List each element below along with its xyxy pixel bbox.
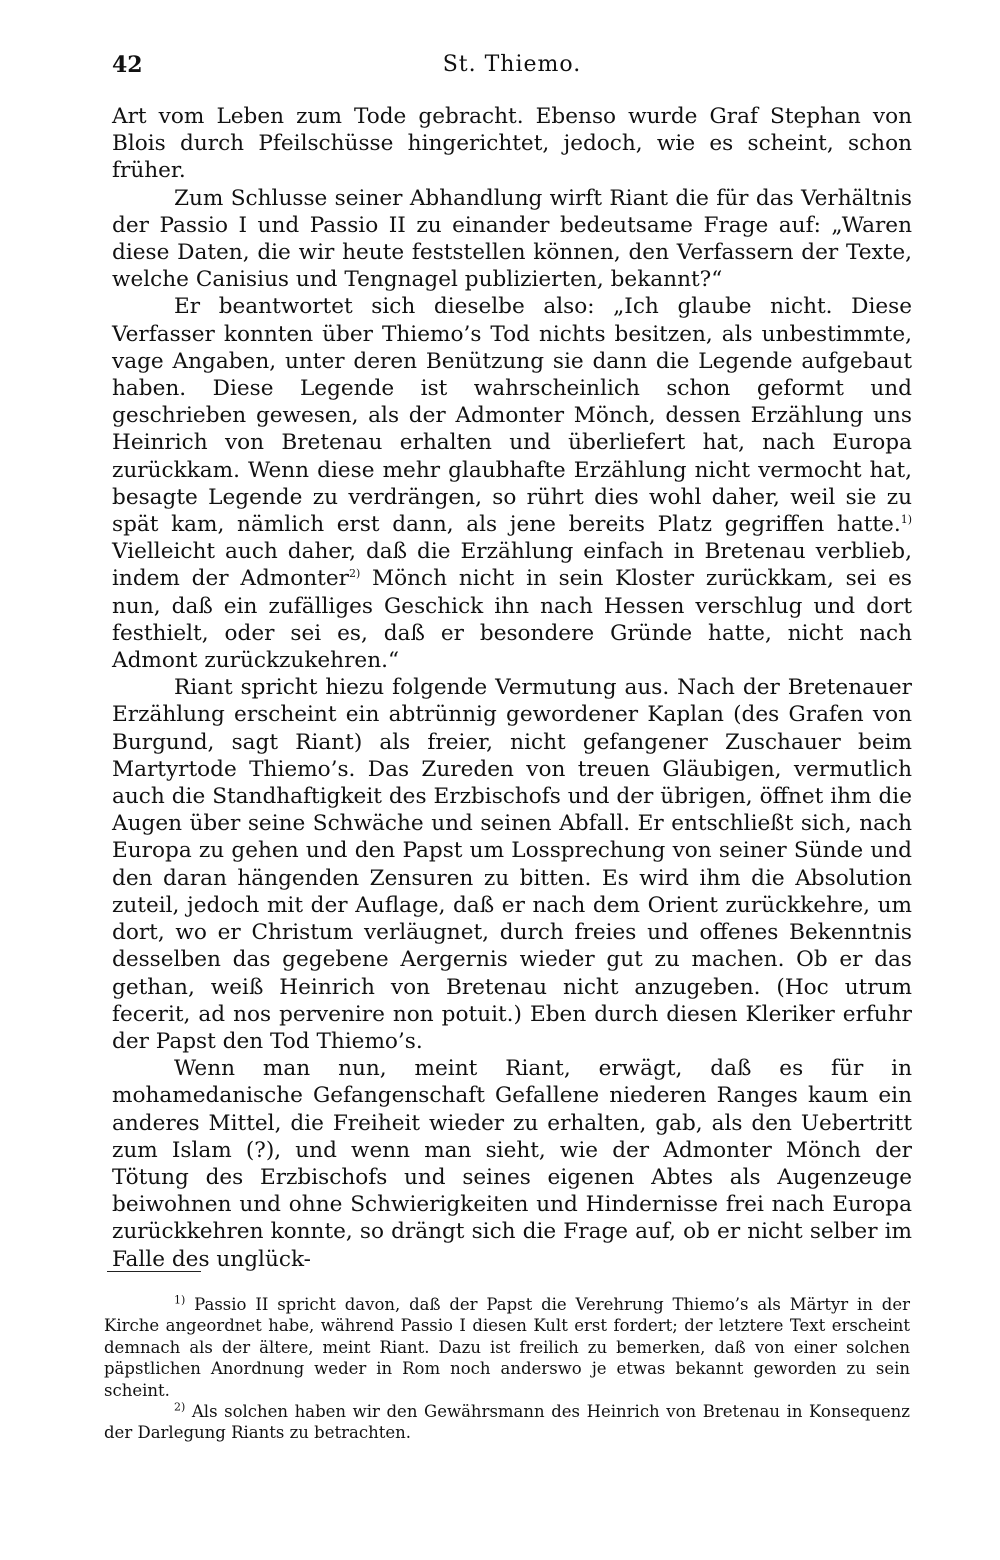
paragraph-3 <box>112 293 912 674</box>
paragraph-4: Riant spricht hiezu folgende Vermutung aus. Nach der Bretenauer Erzählung erscheint ein abtrünnig gewordener Kaplan (des Grafen von Burgund, sagt Riant) als freier, nicht gefangener Zuschauer beim Martyrtode Thiemo’s. Das Zureden von treuen Gläubigen, vermutlich auch die Standhaftigkeit des Erzbischofs und der übrigen, öffnet ihm die Augen über seine Schwäche und seinen Abfall. Er entschließt sich, nach Europa zu gehen und den Papst um Lossprechung von seiner Sünde und den daran hängenden Zensuren zu bitten. Es wird ihm die Absolution zuteil, jedoch mit der Auflage, daß er nach dem Orient zurückkehre, um dort, wo er Christum verläugnet, durch freies und offenes Bekenntnis desselben das gegebene Aergernis wieder gut zu machen. Ob er das gethan, weiß Heinrich von Bretenau nicht anzugeben. (Hoc utrum fecerit, ad nos pervenire non potuit.) Eben durch diesen Kleriker erfuhr der Papst den Tod Thiemo’s. <box>112 675 912 1054</box>
paragraph-1: Art vom Leben zum Tode gebracht. Ebenso wurde Graf Stephan von Blois durch Pfeilschüsse hingerichtet, jedoch, wie es scheint, schon früher. <box>112 104 912 184</box>
footnote-2 <box>104 1401 910 1444</box>
footnote-2-text: Als solchen haben wir den Gewährsmann des Heinrich von Bretenau in Konsequenz der Darlegung Riants zu betrachten. <box>104 1402 910 1443</box>
main-text <box>112 103 912 1273</box>
page-header <box>112 52 912 84</box>
paragraph-3-part-c: Mönch nicht in sein Kloster zurückkam, sei es nun, daß ein zufälliges Geschick ihn nach Hessen verschlug und dort festhielt, oder sei es, daß er besondere Gründe hatte, nicht nach Admont zurückzukehren.“ <box>112 566 912 674</box>
footnote-separator <box>107 1271 201 1272</box>
footnote-1-mark: 1) <box>174 1293 186 1307</box>
footnote-1-text: Passio II spricht davon, daß der Papst die Verehrung Thiemo’s als Märtyr in der Kirche angeordnet habe, während Passio I diesen Kult erst fordert; der letztere Text erscheint demnach als der ältere, meint Riant. Dazu ist freilich zu bemerken, daß von einer solchen päpstlichen Anordnung weder in Rom noch anderswo je etwas bekannt geworden zu sein scheint. <box>104 1295 910 1400</box>
footnote-ref-2: 2) <box>348 567 361 581</box>
paragraph-3-part-a: Er beantwortet sich dieselbe also: „Ich glaube nicht. Diese Verfasser konnten über Thiemo’s Tod nichts besitzen, als unbestimmte, vage Angaben, unter deren Benützung sie dann die Legende aufgebaut haben. Diese Legende ist wahrscheinlich schon geformt und geschrieben gewesen, als der Admonter Mönch, dessen Erzählung uns Heinrich von Bretenau erhalten und überliefert hat, nach Europa zurückkam. Wenn diese mehr glaubhafte Erzählung nicht vermocht hat, besagte Legende zu verdrängen, so rührt dies wohl daher, weil sie zu spät kam, nämlich erst dann, als jene bereits Platz gegriffen hatte. <box>112 294 912 538</box>
running-title: St. Thiemo. <box>442 52 582 77</box>
footnote-1 <box>104 1294 910 1401</box>
footnote-ref-1: 1) <box>900 512 912 526</box>
paragraph-3-part-b: Vielleicht auch daher, daß die Erzählung einfach in Bretenau verblieb, indem der Admonter <box>112 539 912 592</box>
footnote-2-mark: 2) <box>174 1400 186 1414</box>
page-number: 42 <box>112 52 143 78</box>
footnotes <box>104 1294 910 1444</box>
paragraph-5: Wenn man nun, meint Riant, erwägt, daß es für in mohamedanische Gefangenschaft Gefallene niederen Ranges kaum ein anderes Mittel, die Freiheit wieder zu erhalten, gab, als den Uebertritt zum Islam (?), und wenn man sieht, wie der Admonter Mönch der Tötung des Erzbischofs und seines eigenen Abtes als Augenzeuge beiwohnen und ohne Schwierigkeiten und Hindernisse frei nach Europa zurückkehren konnte, so drängt sich die Frage auf, ob er nicht selber im Falle des unglück- <box>112 1056 912 1272</box>
paragraph-2: Zum Schlusse seiner Abhandlung wirft Riant die für das Verhältnis der Passio I und Passio II zu einander bedeutsame Frage auf: „Waren diese Daten, die wir heute feststellen können, den Verfassern der Texte, welche Canisius und Tengnagel publizierten, bekannt?“ <box>112 185 912 293</box>
